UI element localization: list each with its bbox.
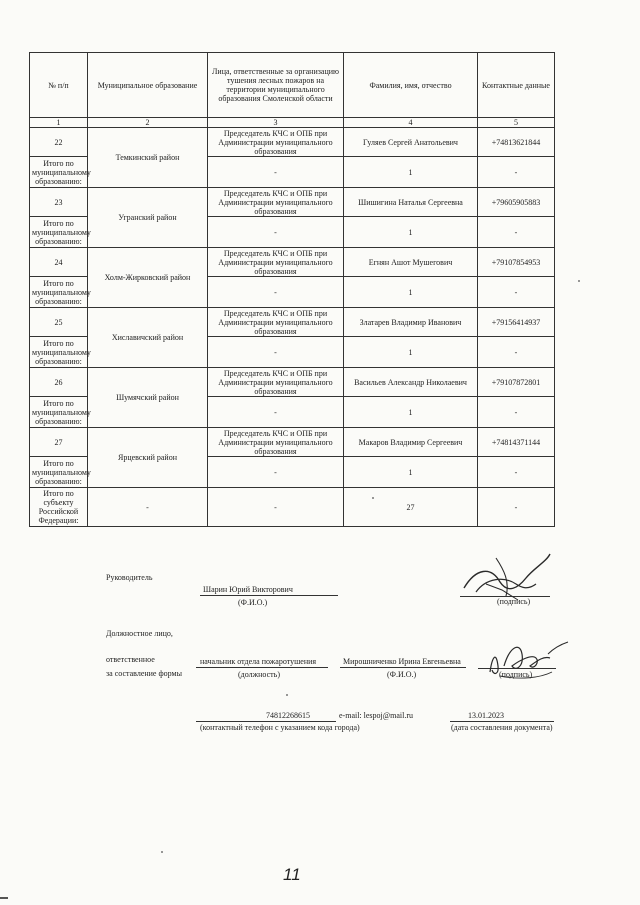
responsible-label: ответственное <box>106 655 155 664</box>
total-role: - <box>208 277 344 308</box>
total-count: 1 <box>344 157 478 188</box>
grand-total-district: - <box>88 488 208 527</box>
scan-speck <box>161 851 163 853</box>
total-count: 1 <box>344 397 478 428</box>
contact-phone: +79107872801 <box>478 368 555 397</box>
responsible-role: Председатель КЧС и ОПБ при Администрации муниципального образования <box>208 248 344 277</box>
district-name: Темкинский район <box>88 128 208 188</box>
head-signature-caption: (подпись) <box>497 597 531 606</box>
total-phone: - <box>478 457 555 488</box>
scan-speck <box>286 694 288 696</box>
table-row <box>30 248 555 277</box>
official-signature-caption: (подпись) <box>499 670 533 679</box>
total-role: - <box>208 397 344 428</box>
total-label: Итого по муниципальному образованию: <box>30 217 88 248</box>
person-name: Васильев Александр Николаевич <box>344 368 478 397</box>
person-name: Макаров Владимир Сергеевич <box>344 428 478 457</box>
phone-underline <box>196 721 336 722</box>
contact-phone: +79605905883 <box>478 188 555 217</box>
contact-phone: +74814371144 <box>478 428 555 457</box>
row-number: 27 <box>30 428 88 457</box>
contact-phone: +79107854953 <box>478 248 555 277</box>
header-responsible: Лица, ответственные за организацию тушения лесных пожаров на территории муниципального образования Смоленской области <box>208 53 344 118</box>
row-number: 23 <box>30 188 88 217</box>
total-phone: - <box>478 217 555 248</box>
table-row <box>30 368 555 397</box>
row-number: 24 <box>30 248 88 277</box>
table-row <box>30 128 555 157</box>
official-name-underline <box>340 667 466 668</box>
total-phone: - <box>478 337 555 368</box>
grand-total-phone: - <box>478 488 555 527</box>
scan-speck <box>578 280 580 282</box>
row-number: 25 <box>30 308 88 337</box>
official-signature <box>480 636 570 682</box>
document-date: 13.01.2023 <box>468 711 504 720</box>
position-underline <box>196 667 328 668</box>
position-caption: (должность) <box>238 670 280 679</box>
total-count: 1 <box>344 457 478 488</box>
table-row <box>30 428 555 457</box>
total-role: - <box>208 157 344 188</box>
total-label: Итого по муниципальному образованию: <box>30 277 88 308</box>
responsible-role: Председатель КЧС и ОПБ при Администрации муниципального образования <box>208 308 344 337</box>
header-contacts: Контактные данные <box>478 53 555 118</box>
column-number: 3 <box>208 118 344 128</box>
total-label: Итого по муниципальному образованию: <box>30 457 88 488</box>
total-count: 1 <box>344 337 478 368</box>
forest-fire-responsibles-table <box>29 52 555 527</box>
total-role: - <box>208 217 344 248</box>
column-number: 4 <box>344 118 478 128</box>
grand-total-row <box>30 488 555 527</box>
total-count: 1 <box>344 217 478 248</box>
total-label: Итого по муниципальному образованию: <box>30 337 88 368</box>
row-number: 22 <box>30 128 88 157</box>
district-name: Угранский район <box>88 188 208 248</box>
compiled-label: за составление формы <box>106 669 182 678</box>
total-label: Итого по муниципальному образованию: <box>30 157 88 188</box>
contact-phone: +79156414937 <box>478 308 555 337</box>
total-phone: - <box>478 397 555 428</box>
total-role: - <box>208 337 344 368</box>
grand-total-count: 27 <box>344 488 478 527</box>
responsible-role: Председатель КЧС и ОПБ при Администрации муниципального образования <box>208 188 344 217</box>
header-number: № п/п <box>30 53 88 118</box>
column-number: 2 <box>88 118 208 128</box>
district-name: Хиславичский район <box>88 308 208 368</box>
table-row <box>30 188 555 217</box>
total-phone: - <box>478 157 555 188</box>
contact-phone-number: 74812268615 <box>266 711 310 720</box>
person-name: Шишигина Наталья Сергеевна <box>344 188 478 217</box>
column-numbers-row <box>30 118 555 128</box>
head-signature <box>456 548 552 604</box>
district-name: Ярцевский район <box>88 428 208 488</box>
column-number: 5 <box>478 118 555 128</box>
scan-edge-mark <box>0 897 8 899</box>
total-role: - <box>208 457 344 488</box>
header-full-name: Фамилия, имя, отчество <box>344 53 478 118</box>
official-name: Мирошниченко Ирина Евгеньевна <box>343 657 461 666</box>
header-municipality: Муниципальное образование <box>88 53 208 118</box>
head-label: Руководитель <box>106 573 153 582</box>
person-name: Егнян Ашот Мушегович <box>344 248 478 277</box>
table-header-row <box>30 53 555 118</box>
total-label: Итого по муниципальному образованию: <box>30 397 88 428</box>
date-underline <box>450 721 554 722</box>
district-name: Шумячский район <box>88 368 208 428</box>
contact-phone: +74813621844 <box>478 128 555 157</box>
grand-total-label: Итого по субъекту Российской Федерации: <box>30 488 88 527</box>
head-fio-caption: (Ф.И.О.) <box>238 598 268 607</box>
responsible-role: Председатель КЧС и ОПБ при Администрации муниципального образования <box>208 128 344 157</box>
total-count: 1 <box>344 277 478 308</box>
person-name: Златарев Владимир Иванович <box>344 308 478 337</box>
official-fio-caption: (Ф.И.О.) <box>387 670 417 679</box>
table-row <box>30 308 555 337</box>
scan-speck <box>372 497 374 499</box>
row-number: 26 <box>30 368 88 397</box>
column-number: 1 <box>30 118 88 128</box>
person-name: Гуляев Сергей Анатольевич <box>344 128 478 157</box>
responsible-role: Председатель КЧС и ОПБ при Администрации муниципального образования <box>208 368 344 397</box>
official-position: начальник отдела пожаротушения <box>200 657 317 666</box>
page-number: 11 <box>283 865 301 884</box>
grand-total-role: - <box>208 488 344 527</box>
date-caption: (дата составления документа) <box>451 723 553 732</box>
contact-email: e-mail: lespoj@mail.ru <box>339 711 414 720</box>
total-phone: - <box>478 277 555 308</box>
responsible-role: Председатель КЧС и ОПБ при Администрации муниципального образования <box>208 428 344 457</box>
head-name-underline <box>200 595 338 596</box>
head-name: Шарин Юрий Викторович <box>203 585 293 594</box>
phone-caption: (контактный телефон с указанием кода города) <box>200 723 360 732</box>
official-label: Должностное лицо, <box>106 629 173 638</box>
district-name: Холм-Жирковский район <box>88 248 208 308</box>
